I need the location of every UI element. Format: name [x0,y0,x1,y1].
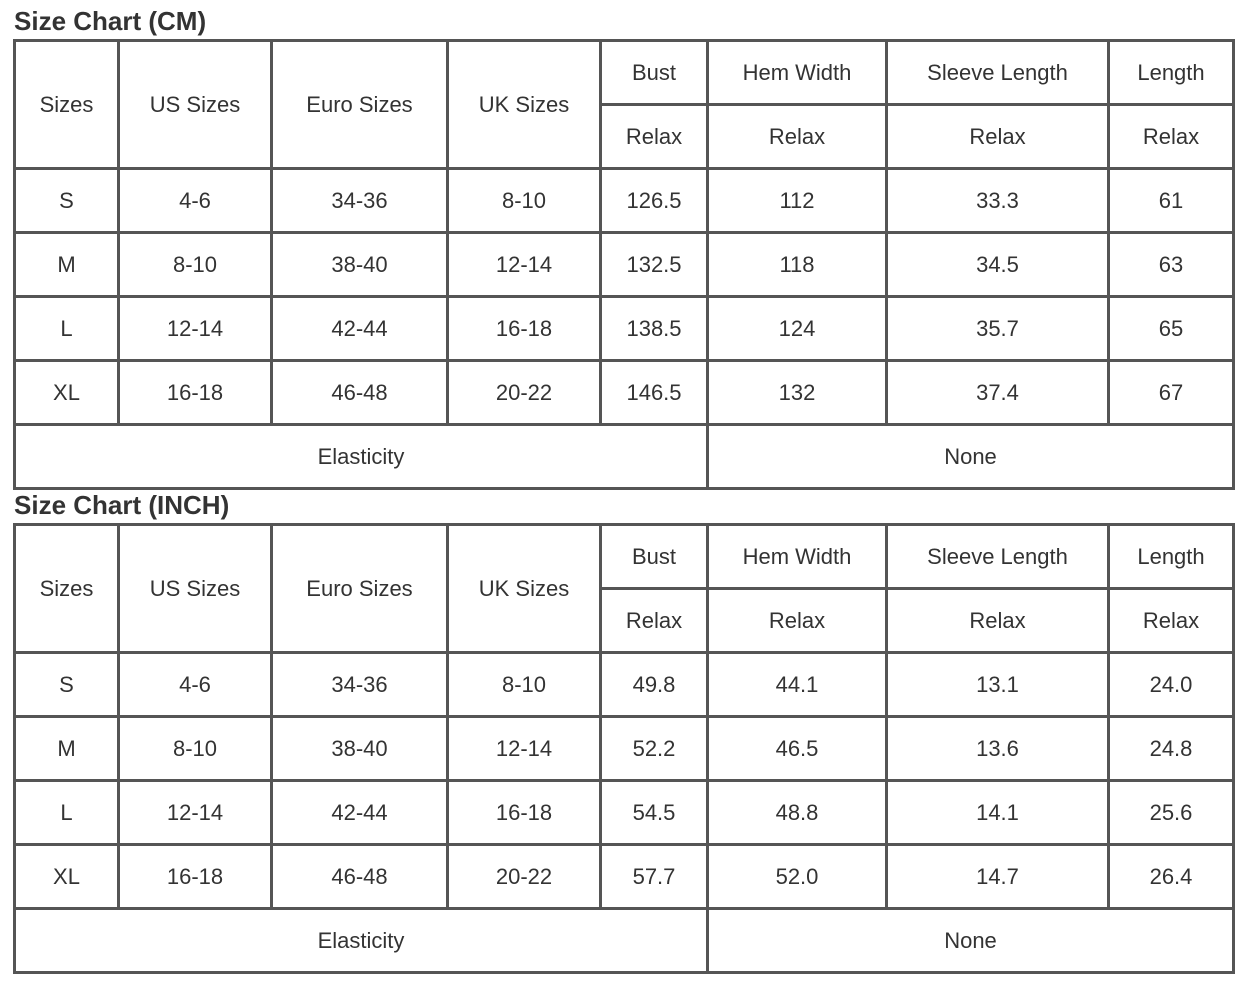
header-bust: Bust [601,41,708,105]
uk-size-cell: 16-18 [448,781,601,845]
table-row [15,169,1234,233]
us-size-cell: 4-6 [119,169,272,233]
us-size-cell: 8-10 [119,233,272,297]
size-cell: S [15,169,119,233]
header-sleeve-length: Sleeve Length [887,41,1109,105]
us-size-cell: 8-10 [119,717,272,781]
size-cell: XL [15,845,119,909]
header-hem-width: Hem Width [708,525,887,589]
length-cell: 65 [1109,297,1234,361]
length-cell: 24.8 [1109,717,1234,781]
uk-size-cell: 16-18 [448,297,601,361]
header-row [15,525,1234,589]
elasticity-label: Elasticity [15,425,708,489]
size-cell: S [15,653,119,717]
header-euro-sizes: Euro Sizes [272,525,448,653]
table-row [15,297,1234,361]
elasticity-value: None [708,425,1234,489]
euro-size-cell: 38-40 [272,717,448,781]
header-bust: Bust [601,525,708,589]
hem-width-cell: 46.5 [708,717,887,781]
bust-cell: 57.7 [601,845,708,909]
header-row [15,41,1234,105]
bust-cell: 126.5 [601,169,708,233]
euro-size-cell: 46-48 [272,845,448,909]
header-hem-width: Hem Width [708,41,887,105]
table-row [15,653,1234,717]
size-chart-inch [13,488,1235,974]
length-cell: 67 [1109,361,1234,425]
us-size-cell: 12-14 [119,297,272,361]
uk-size-cell: 20-22 [448,845,601,909]
sleeve-length-cell: 35.7 [887,297,1109,361]
fit-cell: Relax [601,589,708,653]
table-row [15,361,1234,425]
length-cell: 61 [1109,169,1234,233]
table-row [15,845,1234,909]
header-us-sizes: US Sizes [119,525,272,653]
uk-size-cell: 12-14 [448,233,601,297]
size-cell: L [15,781,119,845]
hem-width-cell: 118 [708,233,887,297]
euro-size-cell: 42-44 [272,297,448,361]
table-row [15,233,1234,297]
uk-size-cell: 20-22 [448,361,601,425]
us-size-cell: 4-6 [119,653,272,717]
chart-title: Size Chart (INCH) [14,490,230,520]
bust-cell: 132.5 [601,233,708,297]
uk-size-cell: 8-10 [448,169,601,233]
header-length: Length [1109,41,1234,105]
size-table [13,39,1235,490]
sleeve-length-cell: 33.3 [887,169,1109,233]
elasticity-value: None [708,909,1234,973]
uk-size-cell: 12-14 [448,717,601,781]
sleeve-length-cell: 14.1 [887,781,1109,845]
sleeve-length-cell: 13.6 [887,717,1109,781]
sleeve-length-cell: 13.1 [887,653,1109,717]
chart-title: Size Chart (CM) [14,6,207,36]
hem-width-cell: 44.1 [708,653,887,717]
header-us-sizes: US Sizes [119,41,272,169]
length-cell: 63 [1109,233,1234,297]
fit-cell: Relax [887,589,1109,653]
us-size-cell: 16-18 [119,361,272,425]
bust-cell: 54.5 [601,781,708,845]
fit-cell: Relax [887,105,1109,169]
elasticity-label: Elasticity [15,909,708,973]
length-cell: 24.0 [1109,653,1234,717]
header-length: Length [1109,525,1234,589]
sleeve-length-cell: 37.4 [887,361,1109,425]
size-cell: M [15,717,119,781]
hem-width-cell: 112 [708,169,887,233]
table-row [15,781,1234,845]
euro-size-cell: 42-44 [272,781,448,845]
fit-cell: Relax [708,589,887,653]
elasticity-row [15,425,1234,489]
hem-width-cell: 132 [708,361,887,425]
bust-cell: 49.8 [601,653,708,717]
sleeve-length-cell: 34.5 [887,233,1109,297]
bust-cell: 52.2 [601,717,708,781]
header-sizes: Sizes [15,41,119,169]
length-cell: 25.6 [1109,781,1234,845]
table-row [15,717,1234,781]
header-uk-sizes: UK Sizes [448,41,601,169]
fit-cell: Relax [601,105,708,169]
euro-size-cell: 38-40 [272,233,448,297]
euro-size-cell: 46-48 [272,361,448,425]
size-table [13,523,1235,974]
size-chart-cm [13,4,1235,490]
fit-cell: Relax [708,105,887,169]
euro-size-cell: 34-36 [272,653,448,717]
header-uk-sizes: UK Sizes [448,525,601,653]
header-euro-sizes: Euro Sizes [272,41,448,169]
hem-width-cell: 52.0 [708,845,887,909]
us-size-cell: 12-14 [119,781,272,845]
uk-size-cell: 8-10 [448,653,601,717]
elasticity-row [15,909,1234,973]
euro-size-cell: 34-36 [272,169,448,233]
fit-cell: Relax [1109,589,1234,653]
sleeve-length-cell: 14.7 [887,845,1109,909]
header-sleeve-length: Sleeve Length [887,525,1109,589]
bust-cell: 146.5 [601,361,708,425]
length-cell: 26.4 [1109,845,1234,909]
header-sizes: Sizes [15,525,119,653]
size-cell: L [15,297,119,361]
us-size-cell: 16-18 [119,845,272,909]
size-cell: M [15,233,119,297]
fit-cell: Relax [1109,105,1234,169]
size-cell: XL [15,361,119,425]
hem-width-cell: 48.8 [708,781,887,845]
bust-cell: 138.5 [601,297,708,361]
hem-width-cell: 124 [708,297,887,361]
